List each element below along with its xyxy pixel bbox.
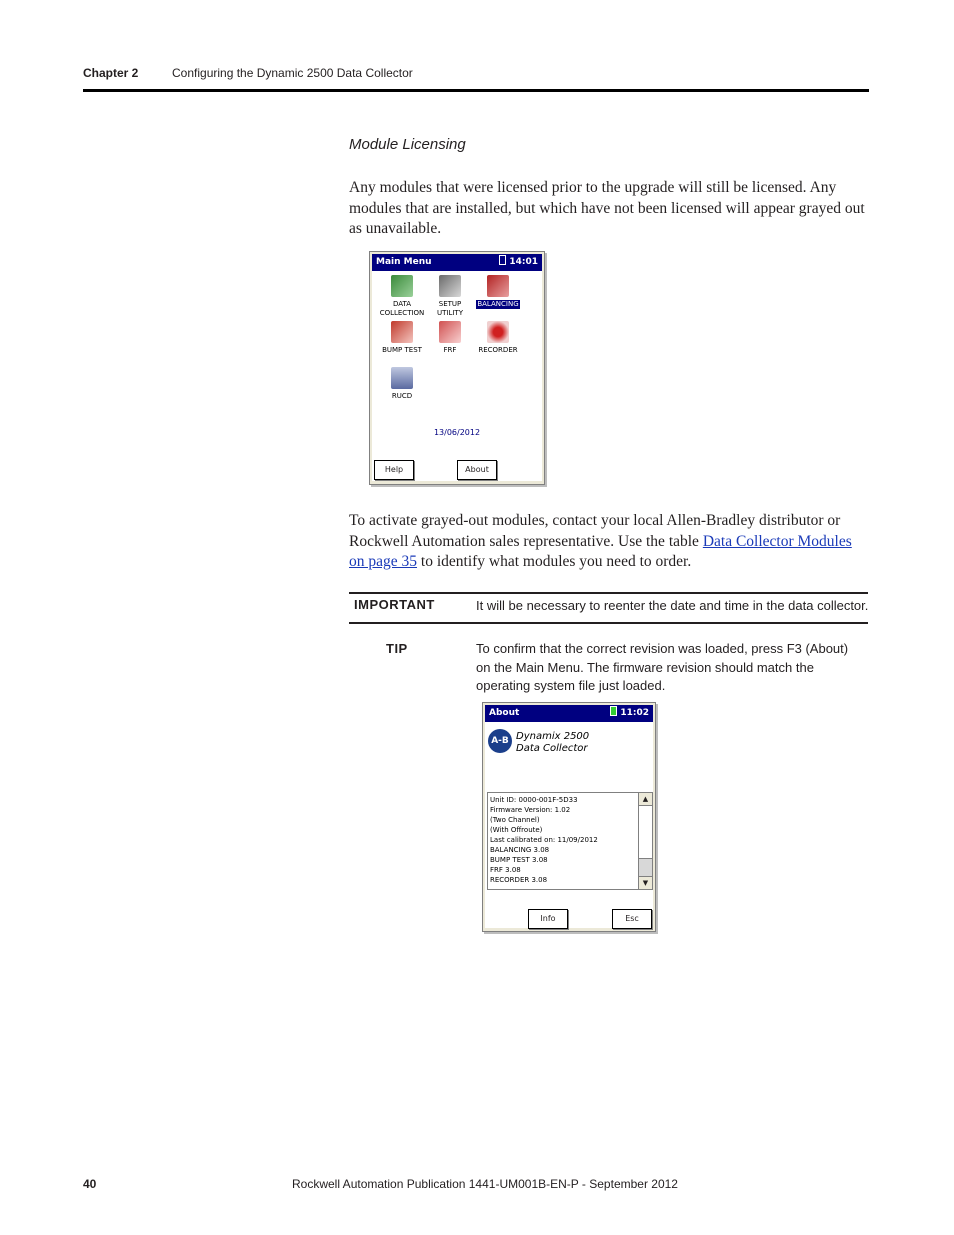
- menu-item-balancing[interactable]: [470, 275, 526, 309]
- about-time: 11:02: [620, 708, 649, 718]
- menu-item-label: RECORDER: [478, 346, 518, 354]
- about-title: About: [489, 708, 520, 718]
- scroll-down-arrow-icon[interactable]: ▼: [639, 876, 652, 889]
- menu-item-label: DATA: [392, 300, 412, 308]
- about-screen: [482, 702, 656, 932]
- publication-info: Rockwell Automation Publication 1441-UM001B-EN-P - September 2012: [292, 1177, 678, 1191]
- info-line: Last calibrated on: 11/09/2012: [490, 836, 598, 844]
- main-menu-screen: [369, 251, 545, 485]
- about-titlebar: [485, 705, 653, 722]
- info-button[interactable]: Info: [528, 909, 568, 929]
- menu-item-label: BUMP TEST: [382, 346, 422, 354]
- info-line: RECORDER 3.08: [490, 876, 548, 884]
- info-line: FRF 3.08: [490, 866, 521, 874]
- scroll-up-arrow-icon[interactable]: ▲: [639, 793, 652, 806]
- header-rule: [83, 89, 869, 92]
- important-label: IMPORTANT: [354, 597, 435, 612]
- info-line: (Two Channel): [490, 816, 540, 824]
- menu-item-label: RUCD: [391, 392, 413, 400]
- info-line: Unit ID: 0000-001F-5D33: [490, 796, 578, 804]
- main-menu-title: Main Menu: [376, 257, 432, 267]
- main-menu-date: 13/06/2012: [433, 428, 481, 437]
- info-listbox[interactable]: [487, 792, 653, 890]
- important-bottom-rule: [349, 622, 868, 624]
- product-line: Data Collector: [516, 743, 588, 754]
- menu-item-label: COLLECTION: [379, 309, 425, 317]
- chapter-title: Configuring the Dynamic 2500 Data Collector: [172, 66, 413, 80]
- esc-button[interactable]: Esc: [612, 909, 652, 929]
- about-button[interactable]: About: [457, 460, 497, 480]
- frf-icon: [439, 321, 461, 343]
- info-line: Firmware Version: 1.02: [490, 806, 571, 814]
- paragraph-activate: [349, 511, 869, 573]
- chapter-label: Chapter 2: [83, 66, 139, 80]
- rucd-icon: [391, 367, 413, 389]
- section-title: Module Licensing: [349, 136, 466, 153]
- paragraph-licensing: Any modules that were licensed prior to the upgrade will still be licensed. Any modules that are installed, but which have not been licensed will appear grayed out as unavailable.: [349, 179, 865, 237]
- menu-item-rucd[interactable]: [374, 367, 430, 401]
- info-line: BUMP TEST 3.08: [490, 856, 548, 864]
- menu-item-label: BALANCING: [477, 300, 519, 308]
- menu-item-label: FRF: [443, 346, 457, 354]
- about-client: [485, 722, 653, 928]
- scroll-thumb[interactable]: [639, 806, 652, 859]
- balancing-icon: [487, 275, 509, 297]
- paragraph-text: to identify what modules you need to order.: [417, 553, 692, 570]
- hammer-icon: [391, 321, 413, 343]
- main-menu-titlebar: [372, 254, 542, 271]
- menu-item-label: SETUP: [438, 300, 462, 308]
- scrollbar[interactable]: [638, 793, 652, 889]
- important-text: It will be necessary to reenter the date and time in the data collector.: [476, 598, 869, 613]
- tip-text: To confirm that the correct revision was loaded, press F3 (About) on the Main Menu. The firmware revision should match the operating system file just loaded.: [476, 641, 849, 693]
- allen-bradley-logo: [488, 729, 512, 753]
- tip-label: TIP: [386, 641, 408, 656]
- data-collection-icon: [391, 275, 413, 297]
- product-line: Dynamix 2500: [516, 731, 590, 742]
- battery-icon: [610, 706, 617, 716]
- logo-text: A-B: [491, 736, 509, 746]
- main-menu-time: 14:01: [509, 257, 538, 267]
- page-number: 40: [83, 1177, 97, 1191]
- main-menu-client: [372, 271, 542, 481]
- menu-item-label: UTILITY: [437, 309, 463, 317]
- paragraph-text: To activate grayed-out modules, contact your local Allen-Bradley distributor or Rockwell Automation sales representative. Use the table: [349, 512, 841, 550]
- important-top-rule: [349, 592, 868, 594]
- battery-icon: [499, 255, 506, 265]
- info-line: BALANCING 3.08: [490, 846, 550, 854]
- info-lines: [490, 795, 598, 885]
- data-collector-modules-link[interactable]: Data Collector Modules on page 35: [349, 532, 852, 570]
- menu-item-recorder[interactable]: [470, 321, 526, 355]
- recorder-icon: [487, 321, 509, 343]
- wrench-icon: [439, 275, 461, 297]
- info-line: (With Offroute): [490, 826, 543, 834]
- product-name: [516, 731, 589, 755]
- help-button[interactable]: Help: [374, 460, 414, 480]
